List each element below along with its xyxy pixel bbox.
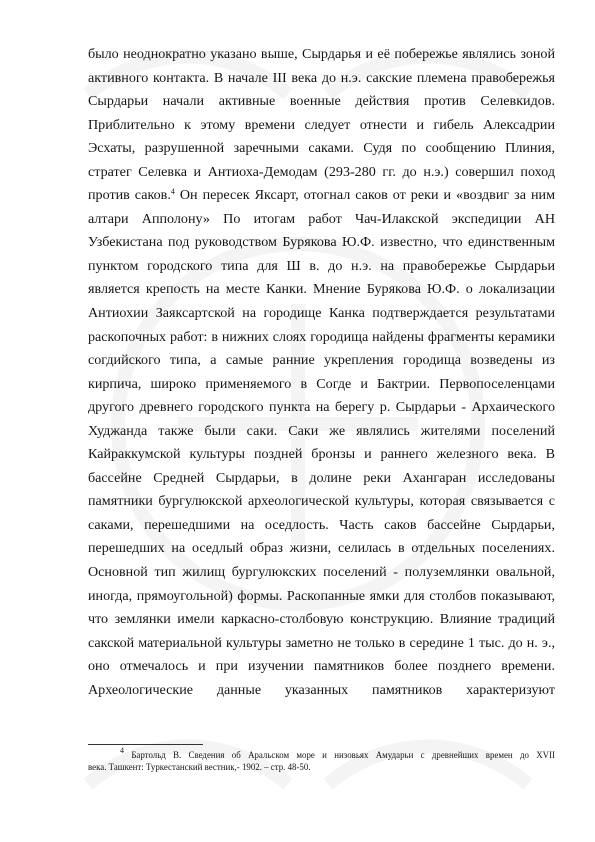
text-line-with-footnote [88,184,555,208]
text-line: раскопочных работ: в нижних слоях городища найдены фрагменты керамики [88,328,555,345]
text-line: оно отмечалось и при изучении памятников более позднего времени. [88,658,555,675]
text-line: кирпича, широко применяемого в Согде и Бактрии. Первопоселенцами [88,375,555,392]
footnote-text: Бартольд В. Сведения об Аральском море и низовьях Амударьи с древнейших времен до XVII [131,750,555,760]
footnote-number: 4 [120,746,124,755]
text-line: является крепость на месте Канки. Мнение Бурякова Ю.Ф. о локализации [88,281,555,298]
text-line: Приблительно к этому времени следует отнести и гибель Алексадрии [88,116,555,133]
text-segment: Он пересек Яксарт, отогнал саков от реки и «воздвиг за ним [174,187,555,204]
text-line: пунктом городского типа для Ш в. до н.э. на правобережье Сырдарьи [88,257,555,274]
footnote-line: века. Ташкент: Туркестанский вестник,- 1902. – стр. 48-50. [88,762,311,772]
text-line: бассейне Средней Сырдарьи, в долине реки Ахангаран исследованы [88,469,555,486]
text-line: Узбекистана под руководством Бурякова Ю.Ф. известно, что единственным [88,234,555,251]
text-line: что землянки имели каркасно-столбовую конструкцию. Влияние традиций [88,611,555,628]
text-line: перешедших на оседлый образ жизни, селилась в отдельных поселениях. [88,540,555,557]
footnote-divider [88,744,203,745]
text-line: Кайраккумской культуры поздней бронзы и раннего железного века. В [88,446,555,463]
text-line: алтари Апполону» По итогам работ Чач-Илакской экспедиции АН [88,210,555,227]
text-line: другого древнего городского пункта на берегу р. Сырдарьи - Архаического [88,399,555,416]
footnote-line [88,746,555,761]
main-paragraph [88,43,555,702]
footnote-reference[interactable]: 4 [170,187,175,197]
text-segment: против саков. [88,187,171,204]
text-line: Сырдарьи начали активные военные действия против Селевкидов. [88,93,555,110]
text-line: сакской материальной культуры заметно не только в середине 1 тыс. до н. э., [88,634,555,651]
text-line: было неоднократно указано выше, Сырдарья и её побережье являлись зоной [88,46,555,62]
text-line: саками, перешедшими на оседлость. Часть саков бассейне Сырдарьи, [88,516,555,533]
text-line: Антиохии Заяксартской на городище Канка подтверждается результатами [88,305,555,322]
text-line: активного контакта. В начале III века до н.э. сакские племена правобережья [88,69,555,86]
text-line: иногда, прямоугольной) формы. Раскопанные ямки для столбов показывают, [88,587,555,604]
text-line: стратег Селевка и Антиоха-Демодам (293-280 гг. до н.э.) совершил поход [88,163,555,180]
footnote [88,746,555,773]
text-line: Основной тип жилищ бургулюкских поселений - полуземлянки овальной, [88,564,555,581]
text-line: Худжанда также были саки. Саки же являлись жителями поселений [88,422,555,439]
text-line: Эсхаты, разрушенной заречными саками. Судя по сообщению Плиния, [88,140,555,157]
text-line: согдийского типа, а самые ранние укрепления городища возведены из [88,352,555,369]
text-line: памятники бургулюкской археологической культуры, которая связывается с [88,493,555,510]
text-line: Археологические данные указанных памятников характеризуют [88,681,555,698]
